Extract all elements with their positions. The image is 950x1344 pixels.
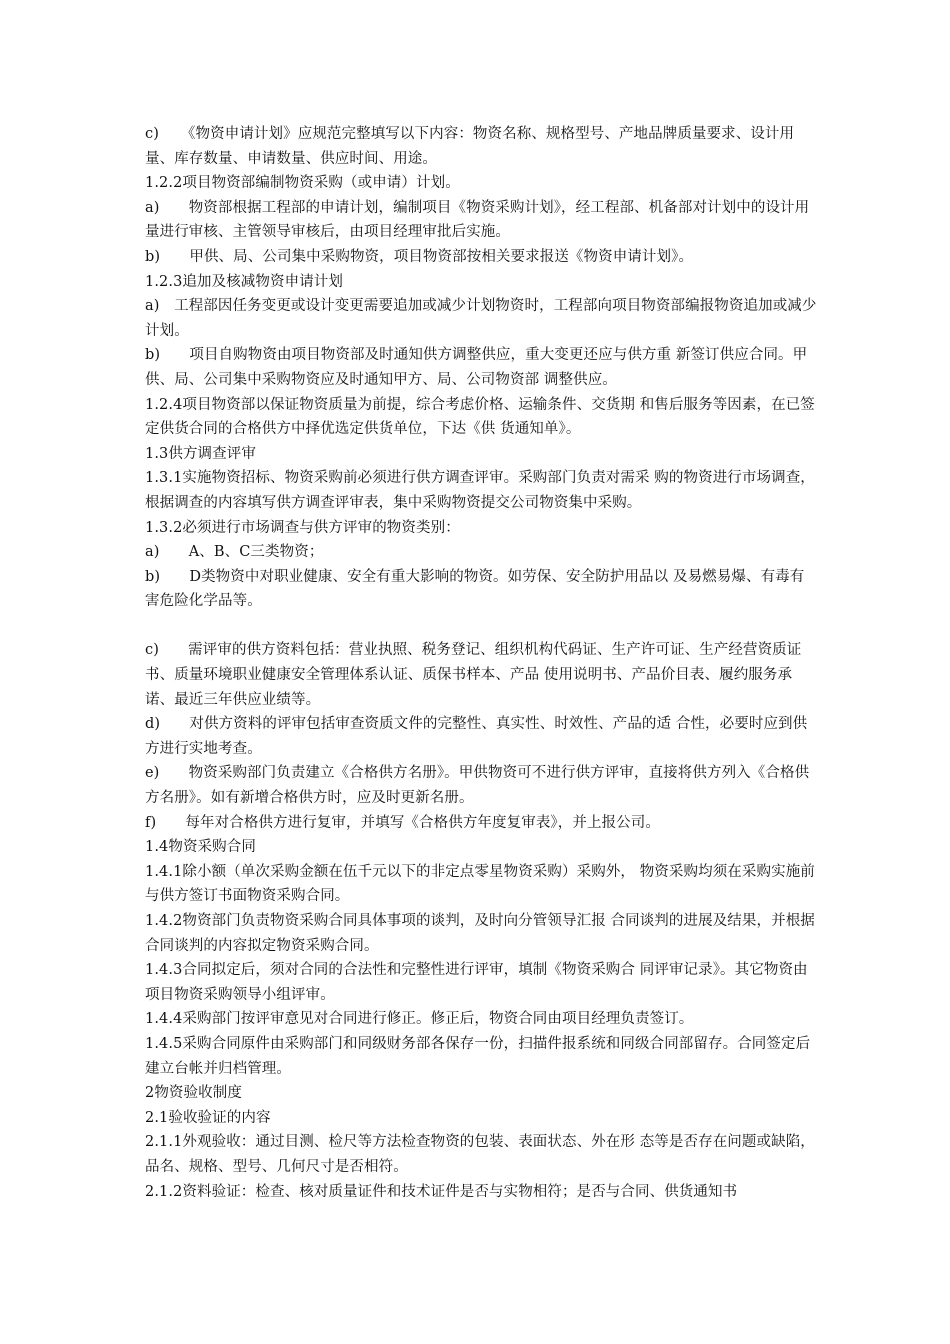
paragraph-1-4-4: 1.4.4采购部门按评审意见对合同进行修正。修正后，物资合同由项目经理负责签订。 [145, 1011, 694, 1028]
paragraph-c-plan-fields: c) 《物资申请计划》应规范完整填写以下内容：物资名称、规格型号、产地品牌质量要求、设计用量、库存数量、申请数量、供应时间、用途。 [145, 126, 795, 167]
paragraph-1-2-4: 1.2.4项目物资部以保证物资质量为前提，综合考虑价格、运输条件、交货期 和售后服务等因素，在已签定供货合同的合格供方中择优选定供货单位，下达《供 货通知单》。 [145, 396, 815, 438]
paragraph-1-4-2: 1.4.2物资部门负责物资采购合同具体事项的谈判，及时向分管领导汇报 合同谈判的进展及结果，并根据合同谈判的内容拟定物资采购合同。 [145, 913, 815, 954]
paragraph-b-central-purchase: b) 甲供、局、公司集中采购物资，项目物资部按相关要求报送《物资申请计划》。 [145, 248, 694, 265]
paragraph-a-purchase-plan: a) 物资部根据工程部的申请计划，编制项目《物资采购计划》，经工程部、机备部对计划中的设计用量进行审核、主管领导审核后，由项目经理审批后实施。 [145, 199, 810, 241]
paragraph-a-change-plan: a) 工程部因任务变更或设计变更需要追加或减少计划物资时，工程部向项目物资部编报物资追加或减少计划。 [145, 298, 817, 339]
paragraph-f-annual-review: f) 每年对合格供方进行复审，并填写《合格供方年度复审表》，并上报公司。 [145, 814, 660, 831]
paragraph-b-adjust-supply: b) 项目自购物资由项目物资部及时通知供方调整供应，重大变更还应与供方重 新签订供应合同。甲供、局、公司集中采购物资应及时通知甲方、局、公司物资部 调整供应。 [145, 347, 808, 388]
paragraph-1-4-1: 1.4.1除小额（单次采购金额在伍千元以下的非定点零星物资采购）采购外， 物资采购均须在采购实施前与供方签订书面物资采购合同。 [145, 863, 815, 905]
heading-1-4: 1.4物资采购合同 [145, 839, 256, 856]
paragraph-b-d-materials: b) D类物资中对职业健康、安全有重大影响的物资。如劳保、安全防护用品以 及易燃易爆、有毒有害危险化学品等。 [145, 568, 805, 610]
paragraph-2-1-2: 2.1.2资料验证：检查、核对质量证件和技术证件是否与实物相符；是否与合同、供货通知书 [145, 1183, 738, 1200]
heading-2-1: 2.1验收验证的内容 [145, 1109, 271, 1126]
paragraph-1-3-2: 1.3.2必须进行市场调查与供方评审的物资类别： [145, 519, 460, 536]
blank-line [145, 614, 817, 639]
paragraph-a-abc-materials: a) A、B、C三类物资； [145, 544, 324, 561]
paragraph-1-3-1: 1.3.1实施物资招标、物资采购前必须进行供方调查评审。采购部门负责对需采 购的物资进行市场调查，根据调查的内容填写供方调查评审表，集中采购物资提交公司物资集中采购。 [145, 470, 815, 511]
paragraph-e-register: e) 物资采购部门负责建立《合格供方名册》。甲供物资可不进行供方评审，直接将供方列入《合格供方名册》。如有新增合格供方时，应及时更新名册。 [145, 765, 810, 807]
paragraph-1-4-3: 1.4.3合同拟定后，须对合同的合法性和完整性进行评审，填制《物资采购合 同评审记录》。其它物资由项目物资采购领导小组评审。 [145, 962, 808, 1003]
paragraph-1-4-5: 1.4.5采购合同原件由采购部门和同级财务部各保存一份，扫描件报系统和同级合同部留存。合同签定后建立台帐并归档管理。 [145, 1035, 811, 1077]
heading-1-3: 1.3供方调查评审 [145, 445, 256, 462]
heading-2: 2物资验收制度 [145, 1085, 242, 1102]
heading-1-2-3: 1.2.3追加及核减物资申请计划 [145, 273, 343, 290]
paragraph-2-1-1: 2.1.1外观验收：通过目测、检尺等方法检查物资的包装、表面状态、外在形 态等是否存在问题或缺陷，品名、规格、型号、几何尺寸是否相符。 [145, 1134, 815, 1175]
paragraph-d-review: d) 对供方资料的评审包括审查资质文件的完整性、真实性、时效性、产品的适 合性，必要时应到供方进行实地考查。 [145, 716, 808, 757]
document-body [145, 122, 817, 1204]
paragraph-c-supplier-docs: c) 需评审的供方资料包括：营业执照、税务登记、组织机构代码证、生产许可证、生产经营资质证书、质量环境职业健康安全管理体系认证、质保书样本、产品 使用说明书、产品价目表、履约服务承诺、最近三年供应业绩等。 [145, 642, 802, 708]
heading-1-2-2: 1.2.2项目物资部编制物资采购（或申请）计划。 [145, 175, 460, 192]
